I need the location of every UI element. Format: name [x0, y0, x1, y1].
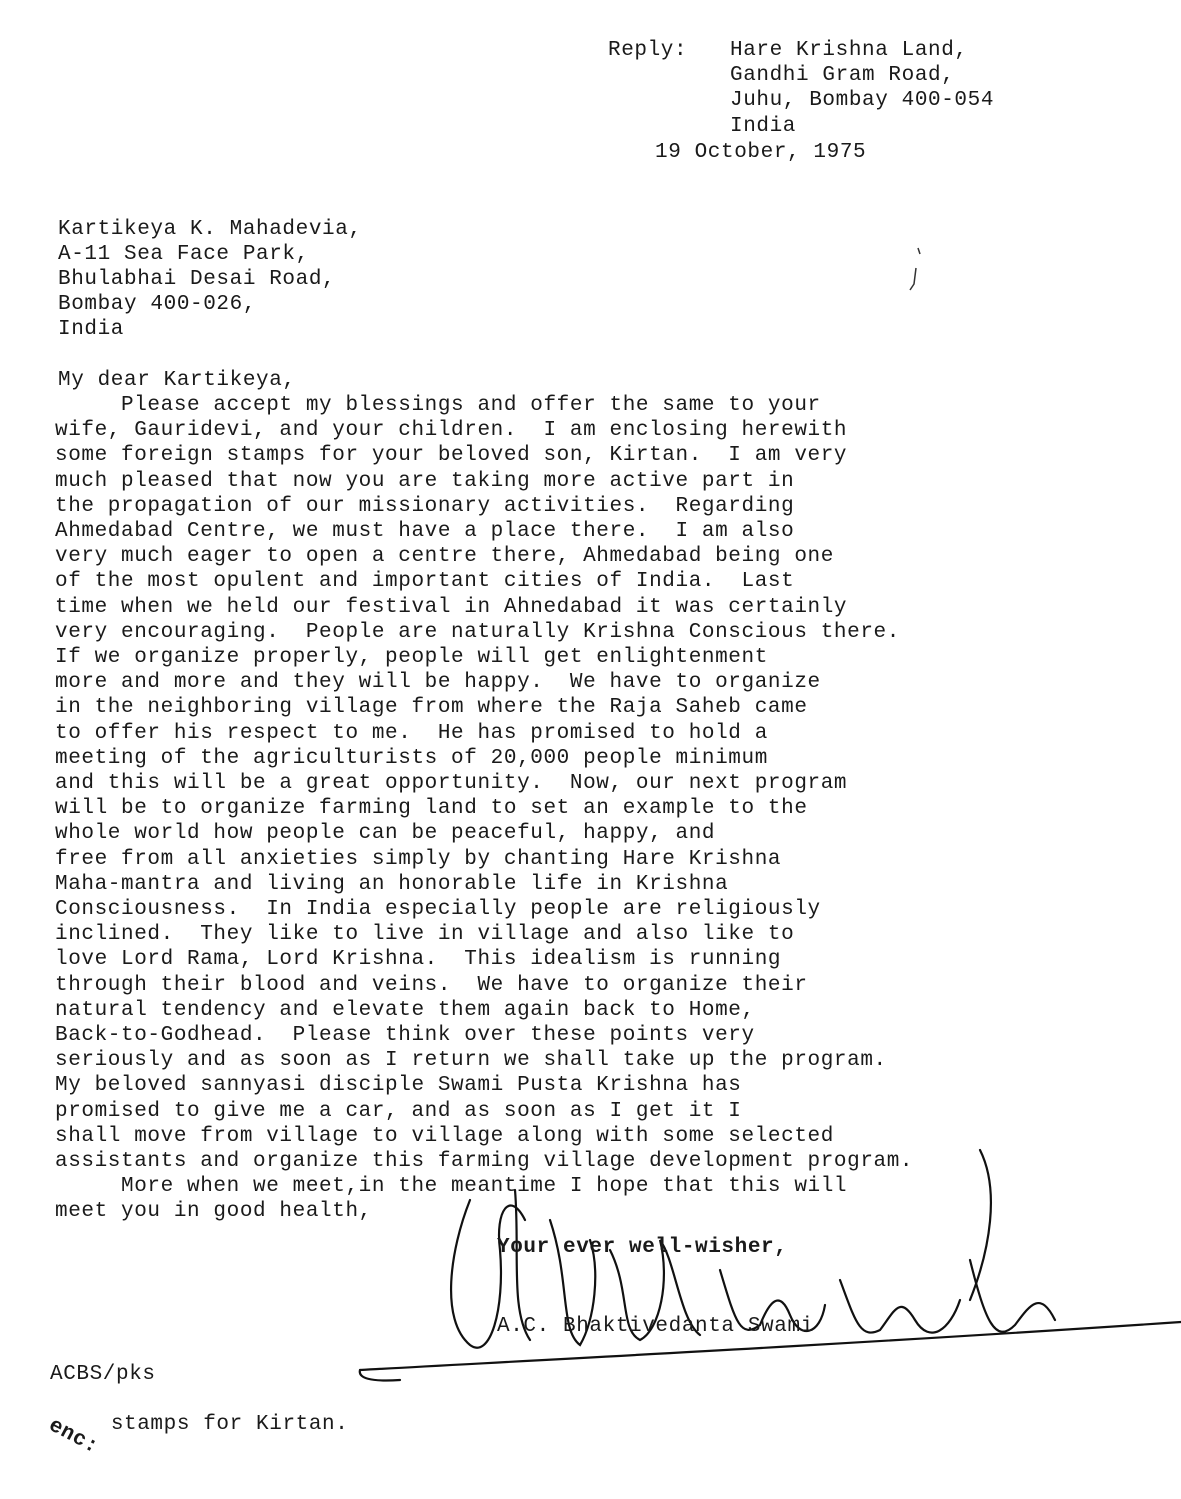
body-line: Consciousness. In India especially people are religiously — [55, 898, 821, 921]
letter-date: 19 October, 1975 — [655, 141, 867, 164]
body-line: free from all anxieties simply by chanting Hare Krishna — [55, 847, 782, 871]
body-line: whole world how people can be peaceful, happy, and — [55, 822, 716, 846]
recipient-line-4: Bombay 400-026, — [58, 293, 257, 316]
body-line: of the most opulent and important cities of India. Last — [55, 570, 795, 594]
body-line: very much eager to open a centre there, Ahmedabad being one — [55, 545, 834, 569]
enclosure-label: enc: — [44, 1414, 103, 1460]
body-line: inclined. They like to live in village and also like to — [55, 923, 795, 947]
body-line: assistants and organize this farming village development program. — [55, 1150, 914, 1173]
reply-address-line-2: Gandhi Gram Road, — [730, 64, 955, 87]
closing: Your ever well-wisher, — [497, 1236, 788, 1259]
body-line: the propagation of our missionary activities. Regarding — [55, 494, 795, 518]
body-line: some foreign stamps for your beloved son, Kirtan. I am very — [55, 444, 848, 468]
body-line: will be to organize farming land to set an example to the — [55, 797, 808, 821]
handwritten-signature — [340, 1130, 1181, 1390]
body-line: meet you in good health, — [55, 1200, 372, 1224]
body-line: Back-to-Godhead. Please think over these points very — [55, 1024, 755, 1047]
reference-initials: ACBS/pks — [50, 1363, 156, 1386]
body-line: more and more and they will be happy. We have to organize — [55, 671, 821, 695]
body-line: very encouraging. People are naturally Krishna Conscious there. — [55, 620, 900, 644]
body-line: Ahmedabad Centre, we must have a place there. I am also — [55, 520, 795, 543]
recipient-line-3: Bhulabhai Desai Road, — [58, 268, 336, 291]
body-line: to offer his respect to me. He has promised to hold a — [55, 721, 768, 745]
body-line: My beloved sannyasi disciple Swami Pusta Krishna has — [55, 1074, 742, 1098]
enclosure-line — [44, 1412, 349, 1460]
reply-label: Reply: — [608, 39, 688, 62]
body-line: Please accept my blessings and offer the same to your — [55, 394, 821, 417]
body-line: meeting of the agriculturists of 20,000 people minimum — [55, 746, 768, 770]
body-line: shall move from village to village along with some selected — [55, 1124, 834, 1148]
body-line: natural tendency and elevate them again back to Home, — [55, 998, 755, 1022]
body-line: promised to give me a car, and as soon as I get it I — [55, 1099, 742, 1123]
body-line: in the neighboring village from where the Raja Saheb came — [55, 696, 808, 720]
body-line: seriously and as soon as I return we shall take up the program. — [55, 1049, 887, 1073]
body-line: much pleased that now you are taking more active part in — [55, 469, 795, 493]
pen-mark — [900, 240, 930, 300]
body-line: and this will be a great opportunity. Now, our next program — [55, 772, 848, 795]
reply-address-line-1: Hare Krishna Land, — [730, 39, 968, 62]
body-line: If we organize properly, people will get enlightenment — [55, 646, 768, 669]
body-line: More when we meet,in the meantime I hope that this will — [55, 1175, 848, 1199]
body-line: love Lord Rama, Lord Krishna. This idealism is running — [55, 948, 782, 972]
recipient-line-5: India — [58, 318, 125, 341]
body-line: time when we held our festival in Ahnedabad it was certainly — [55, 595, 848, 619]
enclosure-text: stamps for Kirtan. — [110, 1413, 349, 1436]
signature-name: A.C. Bhaktivedanta Swami — [497, 1315, 814, 1338]
reply-address-line-4: India — [730, 115, 797, 138]
recipient-line-2: A-11 Sea Face Park, — [58, 243, 309, 266]
reply-address-line-3: Juhu, Bombay 400-054 — [730, 89, 995, 112]
body-line: wife, Gauridevi, and your children. I am enclosing herewith — [55, 419, 848, 443]
salutation: My dear Kartikeya, — [58, 369, 296, 392]
body-line: Maha-mantra and living an honorable life in Krishna — [55, 872, 729, 896]
body-line: through their blood and veins. We have to organize their — [55, 973, 808, 997]
recipient-line-1: Kartikeya K. Mahadevia, — [58, 218, 362, 241]
